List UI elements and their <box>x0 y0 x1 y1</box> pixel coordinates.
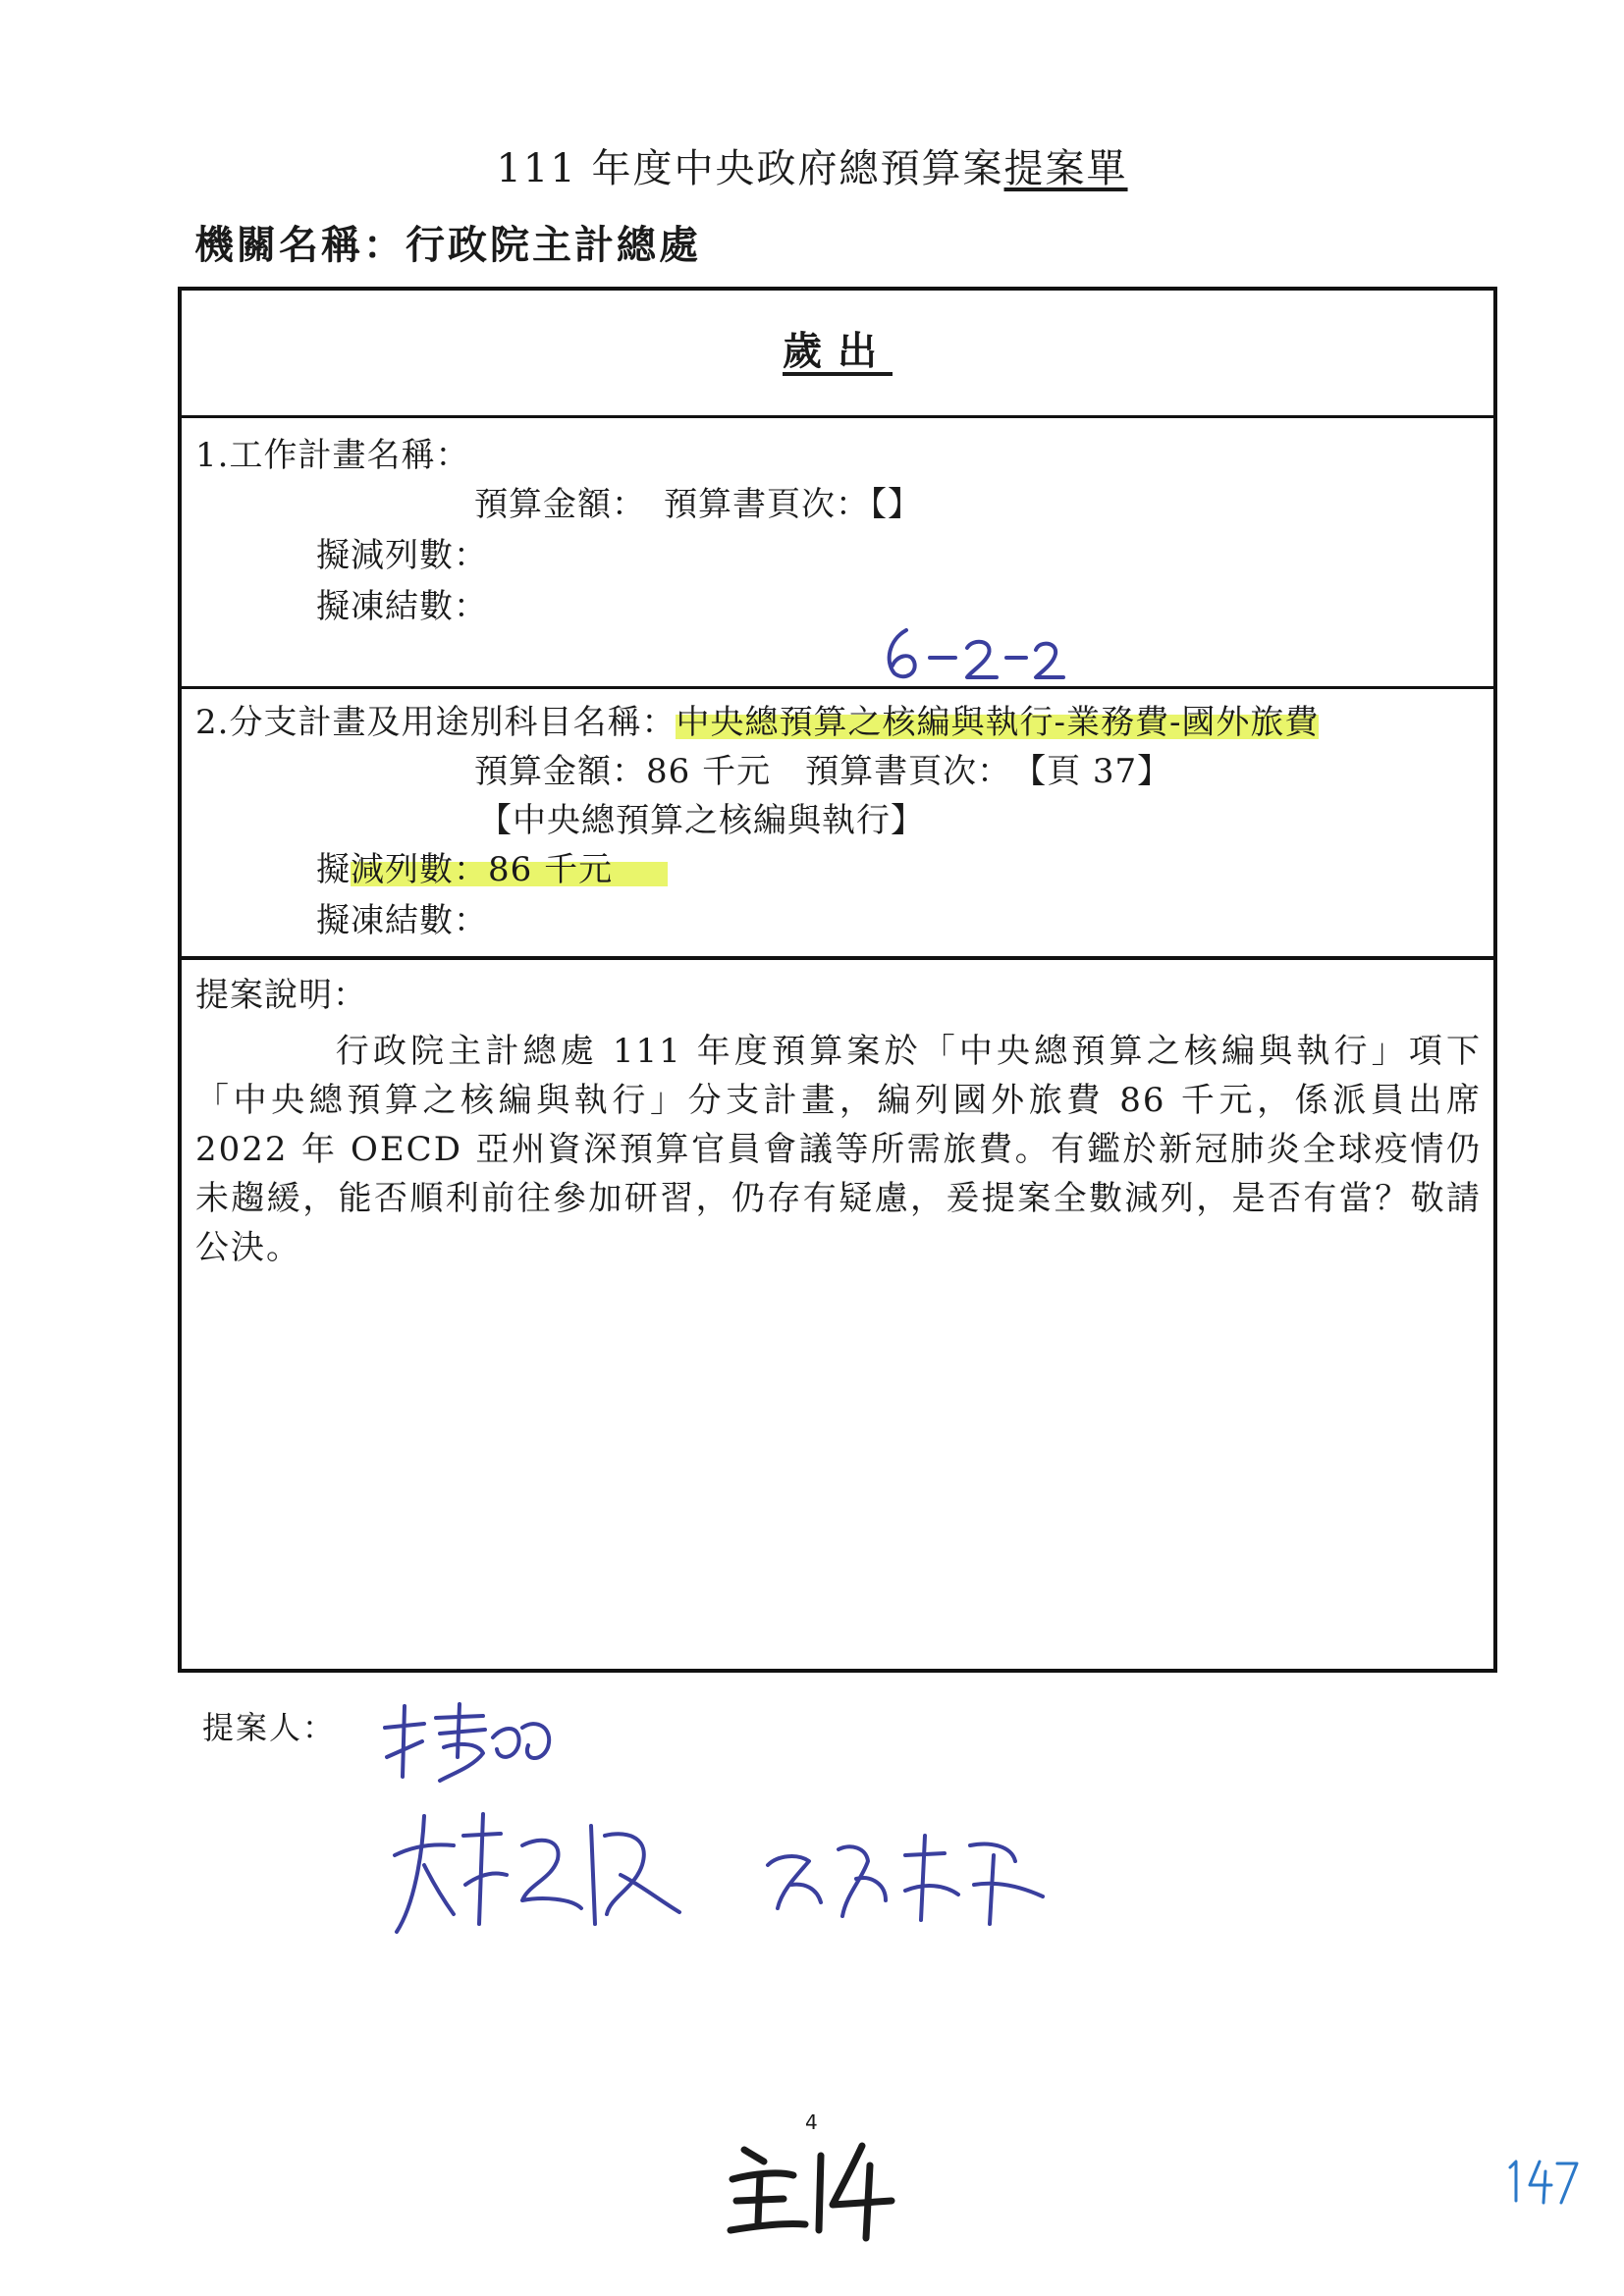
section-title: 歲出 <box>783 328 893 374</box>
item2-freeze-label: 擬凍結數： <box>316 901 488 940</box>
form-title <box>0 137 1624 193</box>
proposal-table <box>178 287 1497 1673</box>
item2-reduce-value: 減列數：86 千元 <box>351 850 668 889</box>
proposer-label: 提案人： <box>202 1709 337 1746</box>
item2-reduce-prefix: 擬 <box>316 850 351 889</box>
handwritten-corner-number <box>1502 2150 1581 2209</box>
item1-reduce-label: 擬減列數： <box>316 536 488 575</box>
title-underlined: 提案單 <box>1003 146 1128 191</box>
explanation-label: 提案說明： <box>195 976 367 1015</box>
item2-name-line <box>195 695 1319 743</box>
section-header-row <box>182 291 1493 418</box>
signature-3 <box>758 1826 1053 1934</box>
handwritten-annotation <box>879 624 1065 687</box>
item2-budget-line: 預算金額：86 千元 預算書頁次： 【頁 37】 <box>474 752 1172 791</box>
handwritten-footer-mark <box>725 2136 901 2244</box>
item2-name-label: 2.分支計畫及用途別科目名稱： <box>195 703 677 742</box>
signature-1 <box>375 1698 562 1787</box>
item2-bracket-line: 【中央總預算之核編與執行】 <box>478 801 925 840</box>
explanation-row <box>182 960 1493 1673</box>
page-number: 4 <box>805 2110 818 2134</box>
item1-freeze-label: 擬凍結數： <box>316 587 488 626</box>
explanation-text: 行政院主計總處 111 年度預算案於「中央總預算之核編與執行」項下「中央總預算之核編與執行」分支計畫，編列國外旅費 86 千元，係派員出席 2022 年 OECD 亞州資深預算官員會議等所需旅費。有鑑於新冠肺炎全球疫情仍未趨緩，能否順利前往參加研習，仍存有疑慮，爰提案全數減列，是否有當？敬請公決。 <box>195 1032 1482 1267</box>
item2-row <box>182 689 1493 960</box>
item1-row <box>182 418 1493 689</box>
item1-budget-line: 預算金額： 預算書頁次：【】 <box>474 485 922 524</box>
signature-2 <box>385 1806 689 1944</box>
item2-reduce-line <box>316 842 668 890</box>
item1-name-label: 1.工作計畫名稱： <box>195 436 470 475</box>
item2-name-value: 中央總預算之核編與執行-業務費-國外旅費 <box>676 703 1320 742</box>
title-main: 111 年度中央政府總預算案 <box>496 146 1004 191</box>
agency-name: 機關名稱：行政院主計總處 <box>194 222 701 268</box>
